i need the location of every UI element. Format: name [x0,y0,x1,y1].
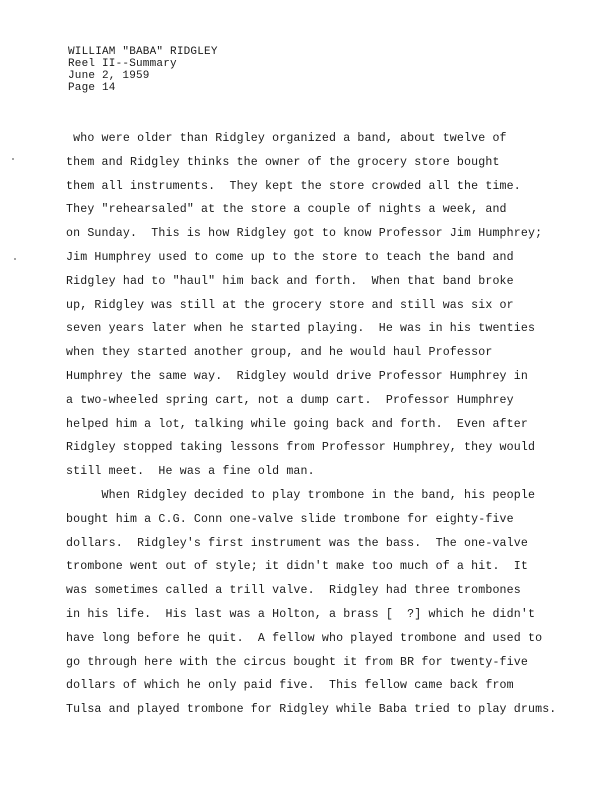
text-line: helped him a lot, talking while going back and forth. Even after [66,417,528,431]
text-line: When Ridgley decided to play trombone in the band, his people [66,488,536,502]
text-line: go through here with the circus bought it from BR for twenty-five [66,655,528,669]
text-line: when they started another group, and he would haul Professor [66,346,493,360]
text-line: seven years later when he started playing. He was in his twenties [66,322,536,336]
text-line: them all instruments. They kept the store crowded all the time. [66,179,521,193]
text-line: in his life. His last was a Holton, a brass [ ?] which he didn't [66,607,536,621]
scan-speck [12,158,14,160]
text-line: up, Ridgley was still at the grocery store and still was six or [66,298,514,312]
text-line: who were older than Ridgley organized a band, about twelve of [66,132,507,145]
text-line: Ridgley stopped taking lessons from Professor Humphrey, they would [66,441,536,455]
text-line: a two-wheeled spring cart, not a dump cart. Professor Humphrey [66,393,514,407]
text-line: have long before he quit. A fellow who played trombone and used to [66,631,543,645]
document-header [68,46,218,94]
header-date: June 2, 1959 [68,70,150,82]
document-body [66,127,586,722]
text-line: was sometimes called a trill valve. Ridgley had three trombones [66,584,521,598]
text-line: dollars. Ridgley's first instrument was the bass. The one-valve [66,536,528,550]
text-line: Tulsa and played trombone for Ridgley while Baba tried to play drums. [66,703,557,717]
text-line: still meet. He was a fine old man. [66,465,315,479]
header-page-number: Page 14 [68,82,116,94]
text-line: bought him a C.G. Conn one-valve slide trombone for eighty-five [66,512,514,526]
header-reel: Reel II--Summary [68,58,177,70]
text-line: dollars of which he only paid five. This fellow came back from [66,679,514,693]
text-line: They "rehearsaled" at the store a couple of nights a week, and [66,203,507,217]
text-line: Humphrey the same way. Ridgley would drive Professor Humphrey in [66,369,528,383]
text-line: on Sunday. This is how Ridgley got to know Professor Jim Humphrey; [66,227,543,241]
text-line: trombone went out of style; it didn't make too much of a hit. It [66,560,528,574]
text-line: them and Ridgley thinks the owner of the grocery store bought [66,155,500,169]
header-name: WILLIAM "BABA" RIDGLEY [68,46,218,58]
scan-speck [14,258,16,260]
text-line: Jim Humphrey used to come up to the store to teach the band and [66,250,514,264]
text-line: Ridgley had to "haul" him back and forth. When that band broke [66,274,514,288]
